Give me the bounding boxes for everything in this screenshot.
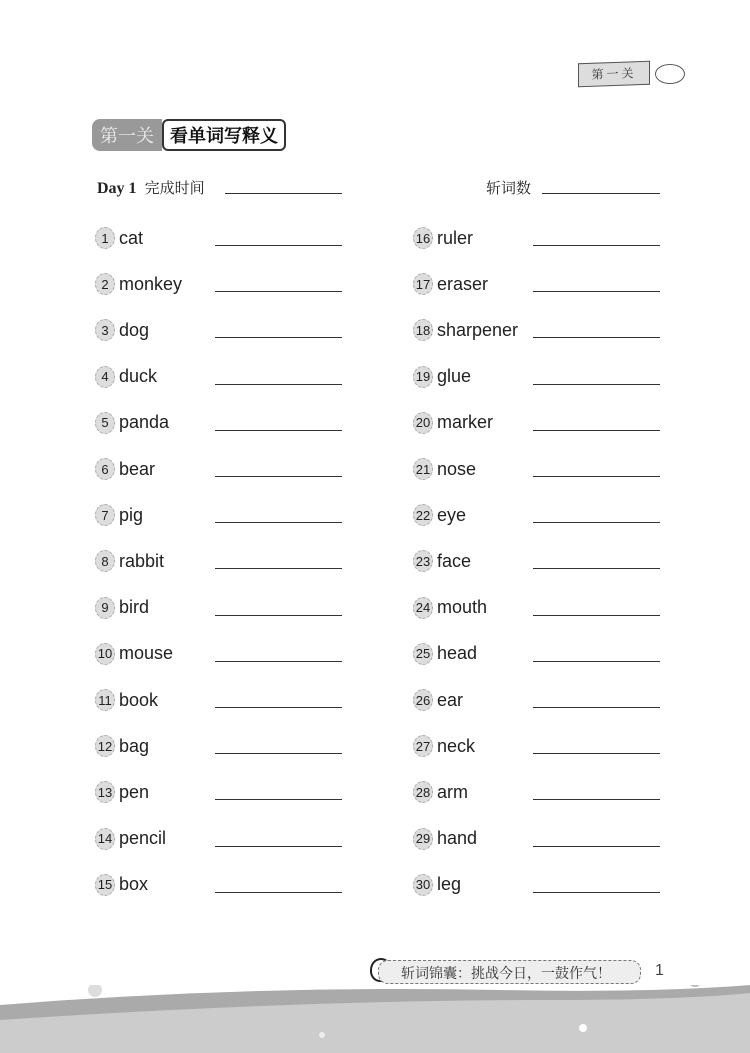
level-label: 第一关 xyxy=(92,119,162,151)
answer-blank[interactable] xyxy=(215,291,342,292)
time-label: 完成时间 xyxy=(144,179,205,197)
answer-blank[interactable] xyxy=(215,568,342,569)
chick-icon xyxy=(655,64,685,84)
number-badge: 18 xyxy=(413,319,433,341)
word: pig xyxy=(119,504,144,525)
number-badge: 28 xyxy=(413,781,433,803)
word-item xyxy=(413,318,518,342)
word-item xyxy=(95,596,149,620)
answer-blank[interactable] xyxy=(215,846,342,847)
number-badge: 20 xyxy=(413,412,433,434)
footer-tip: 斩词锦囊：挑战今日，一鼓作气！ xyxy=(378,960,641,984)
answer-blank[interactable] xyxy=(215,661,342,662)
number-badge: 23 xyxy=(413,550,433,572)
word: glue xyxy=(437,366,472,387)
word: head xyxy=(437,643,478,664)
word: duck xyxy=(119,366,158,387)
footer-wave xyxy=(0,985,750,1053)
page-number: 1 xyxy=(655,962,664,979)
word-item xyxy=(95,457,155,481)
number-badge: 21 xyxy=(413,458,433,480)
word-item xyxy=(413,411,493,435)
answer-blank[interactable] xyxy=(215,707,342,708)
word-item xyxy=(413,642,477,666)
answer-blank[interactable] xyxy=(215,799,342,800)
word: nose xyxy=(437,458,477,479)
answer-blank[interactable] xyxy=(215,430,342,431)
word: box xyxy=(119,874,149,895)
word: rabbit xyxy=(119,550,165,571)
word-item xyxy=(413,596,487,620)
word-item xyxy=(95,827,166,851)
answer-blank[interactable] xyxy=(215,615,342,616)
answer-blank[interactable] xyxy=(533,245,660,246)
word-item xyxy=(413,503,466,527)
number-badge: 10 xyxy=(95,643,115,665)
new-words-label: 斩词数 xyxy=(486,179,532,197)
answer-blank[interactable] xyxy=(533,846,660,847)
number-badge: 17 xyxy=(413,273,433,295)
word-item xyxy=(95,365,157,389)
number-badge: 29 xyxy=(413,828,433,850)
number-badge: 2 xyxy=(95,273,115,295)
word: bear xyxy=(119,458,156,479)
section-tag: 第一关 xyxy=(578,61,650,88)
number-badge: 9 xyxy=(95,597,115,619)
number-badge: 7 xyxy=(95,504,115,526)
number-badge: 11 xyxy=(95,689,115,711)
day-time xyxy=(97,177,205,198)
answer-blank[interactable] xyxy=(533,522,660,523)
task-label: 看单词写释义 xyxy=(162,119,286,151)
answer-blank[interactable] xyxy=(533,476,660,477)
word: dog xyxy=(119,319,150,340)
number-badge: 27 xyxy=(413,735,433,757)
word: eye xyxy=(437,504,467,525)
answer-blank[interactable] xyxy=(215,522,342,523)
answer-blank[interactable] xyxy=(215,892,342,893)
word-item xyxy=(413,873,461,897)
answer-blank[interactable] xyxy=(215,337,342,338)
number-badge: 5 xyxy=(95,412,115,434)
word-item xyxy=(95,272,182,296)
number-badge: 25 xyxy=(413,643,433,665)
word: sharpener xyxy=(437,319,519,340)
word: bag xyxy=(119,735,150,756)
word-item xyxy=(95,642,173,666)
word: cat xyxy=(119,227,144,248)
word-item xyxy=(95,873,148,897)
number-badge: 19 xyxy=(413,366,433,388)
number-badge: 14 xyxy=(95,828,115,850)
word: book xyxy=(119,689,159,710)
answer-blank[interactable] xyxy=(533,753,660,754)
answer-blank[interactable] xyxy=(533,337,660,338)
word-item xyxy=(413,272,488,296)
number-badge: 6 xyxy=(95,458,115,480)
answer-blank[interactable] xyxy=(533,799,660,800)
word-item xyxy=(413,226,473,250)
word: panda xyxy=(119,412,170,433)
answer-blank[interactable] xyxy=(215,476,342,477)
word-item xyxy=(95,780,149,804)
word-item xyxy=(95,411,169,435)
word-item xyxy=(413,457,476,481)
word-item xyxy=(413,734,475,758)
answer-blank[interactable] xyxy=(533,892,660,893)
new-words-blank[interactable] xyxy=(542,193,660,194)
answer-blank[interactable] xyxy=(215,384,342,385)
word: pencil xyxy=(119,828,167,849)
word: marker xyxy=(437,412,494,433)
number-badge: 12 xyxy=(95,735,115,757)
word-item xyxy=(413,365,471,389)
word-item xyxy=(413,688,463,712)
number-badge: 22 xyxy=(413,504,433,526)
day-label: Day 1 xyxy=(97,180,137,197)
word: leg xyxy=(437,874,462,895)
word-item xyxy=(95,226,143,250)
word-item xyxy=(413,780,468,804)
word-item xyxy=(95,549,164,573)
answer-blank[interactable] xyxy=(533,615,660,616)
word: mouth xyxy=(437,597,488,618)
number-badge: 13 xyxy=(95,781,115,803)
word: pen xyxy=(119,781,150,802)
word-item xyxy=(413,827,477,851)
answer-blank[interactable] xyxy=(533,707,660,708)
number-badge: 3 xyxy=(95,319,115,341)
answer-blank[interactable] xyxy=(533,384,660,385)
word: mouse xyxy=(119,643,174,664)
answer-blank[interactable] xyxy=(215,245,342,246)
answer-blank[interactable] xyxy=(215,753,342,754)
answer-blank[interactable] xyxy=(533,661,660,662)
number-badge: 4 xyxy=(95,366,115,388)
number-badge: 30 xyxy=(413,874,433,896)
word-item xyxy=(95,318,149,342)
word: ear xyxy=(437,689,464,710)
word: monkey xyxy=(119,273,183,294)
word: face xyxy=(437,550,472,571)
word: arm xyxy=(437,781,468,802)
number-badge: 1 xyxy=(95,227,115,249)
word: eraser xyxy=(437,273,489,294)
number-badge: 26 xyxy=(413,689,433,711)
answer-blank[interactable] xyxy=(533,291,660,292)
word-item xyxy=(95,734,149,758)
word-item xyxy=(95,688,158,712)
word-item xyxy=(413,549,471,573)
number-badge: 16 xyxy=(413,227,433,249)
time-blank[interactable] xyxy=(225,193,342,194)
exercise-title xyxy=(92,119,286,151)
answer-blank[interactable] xyxy=(533,430,660,431)
number-badge: 15 xyxy=(95,874,115,896)
answer-blank[interactable] xyxy=(533,568,660,569)
word-item xyxy=(95,503,143,527)
word: ruler xyxy=(437,227,474,248)
word: hand xyxy=(437,828,478,849)
number-badge: 24 xyxy=(413,597,433,619)
number-badge: 8 xyxy=(95,550,115,572)
word: neck xyxy=(437,735,476,756)
word: bird xyxy=(119,597,150,618)
